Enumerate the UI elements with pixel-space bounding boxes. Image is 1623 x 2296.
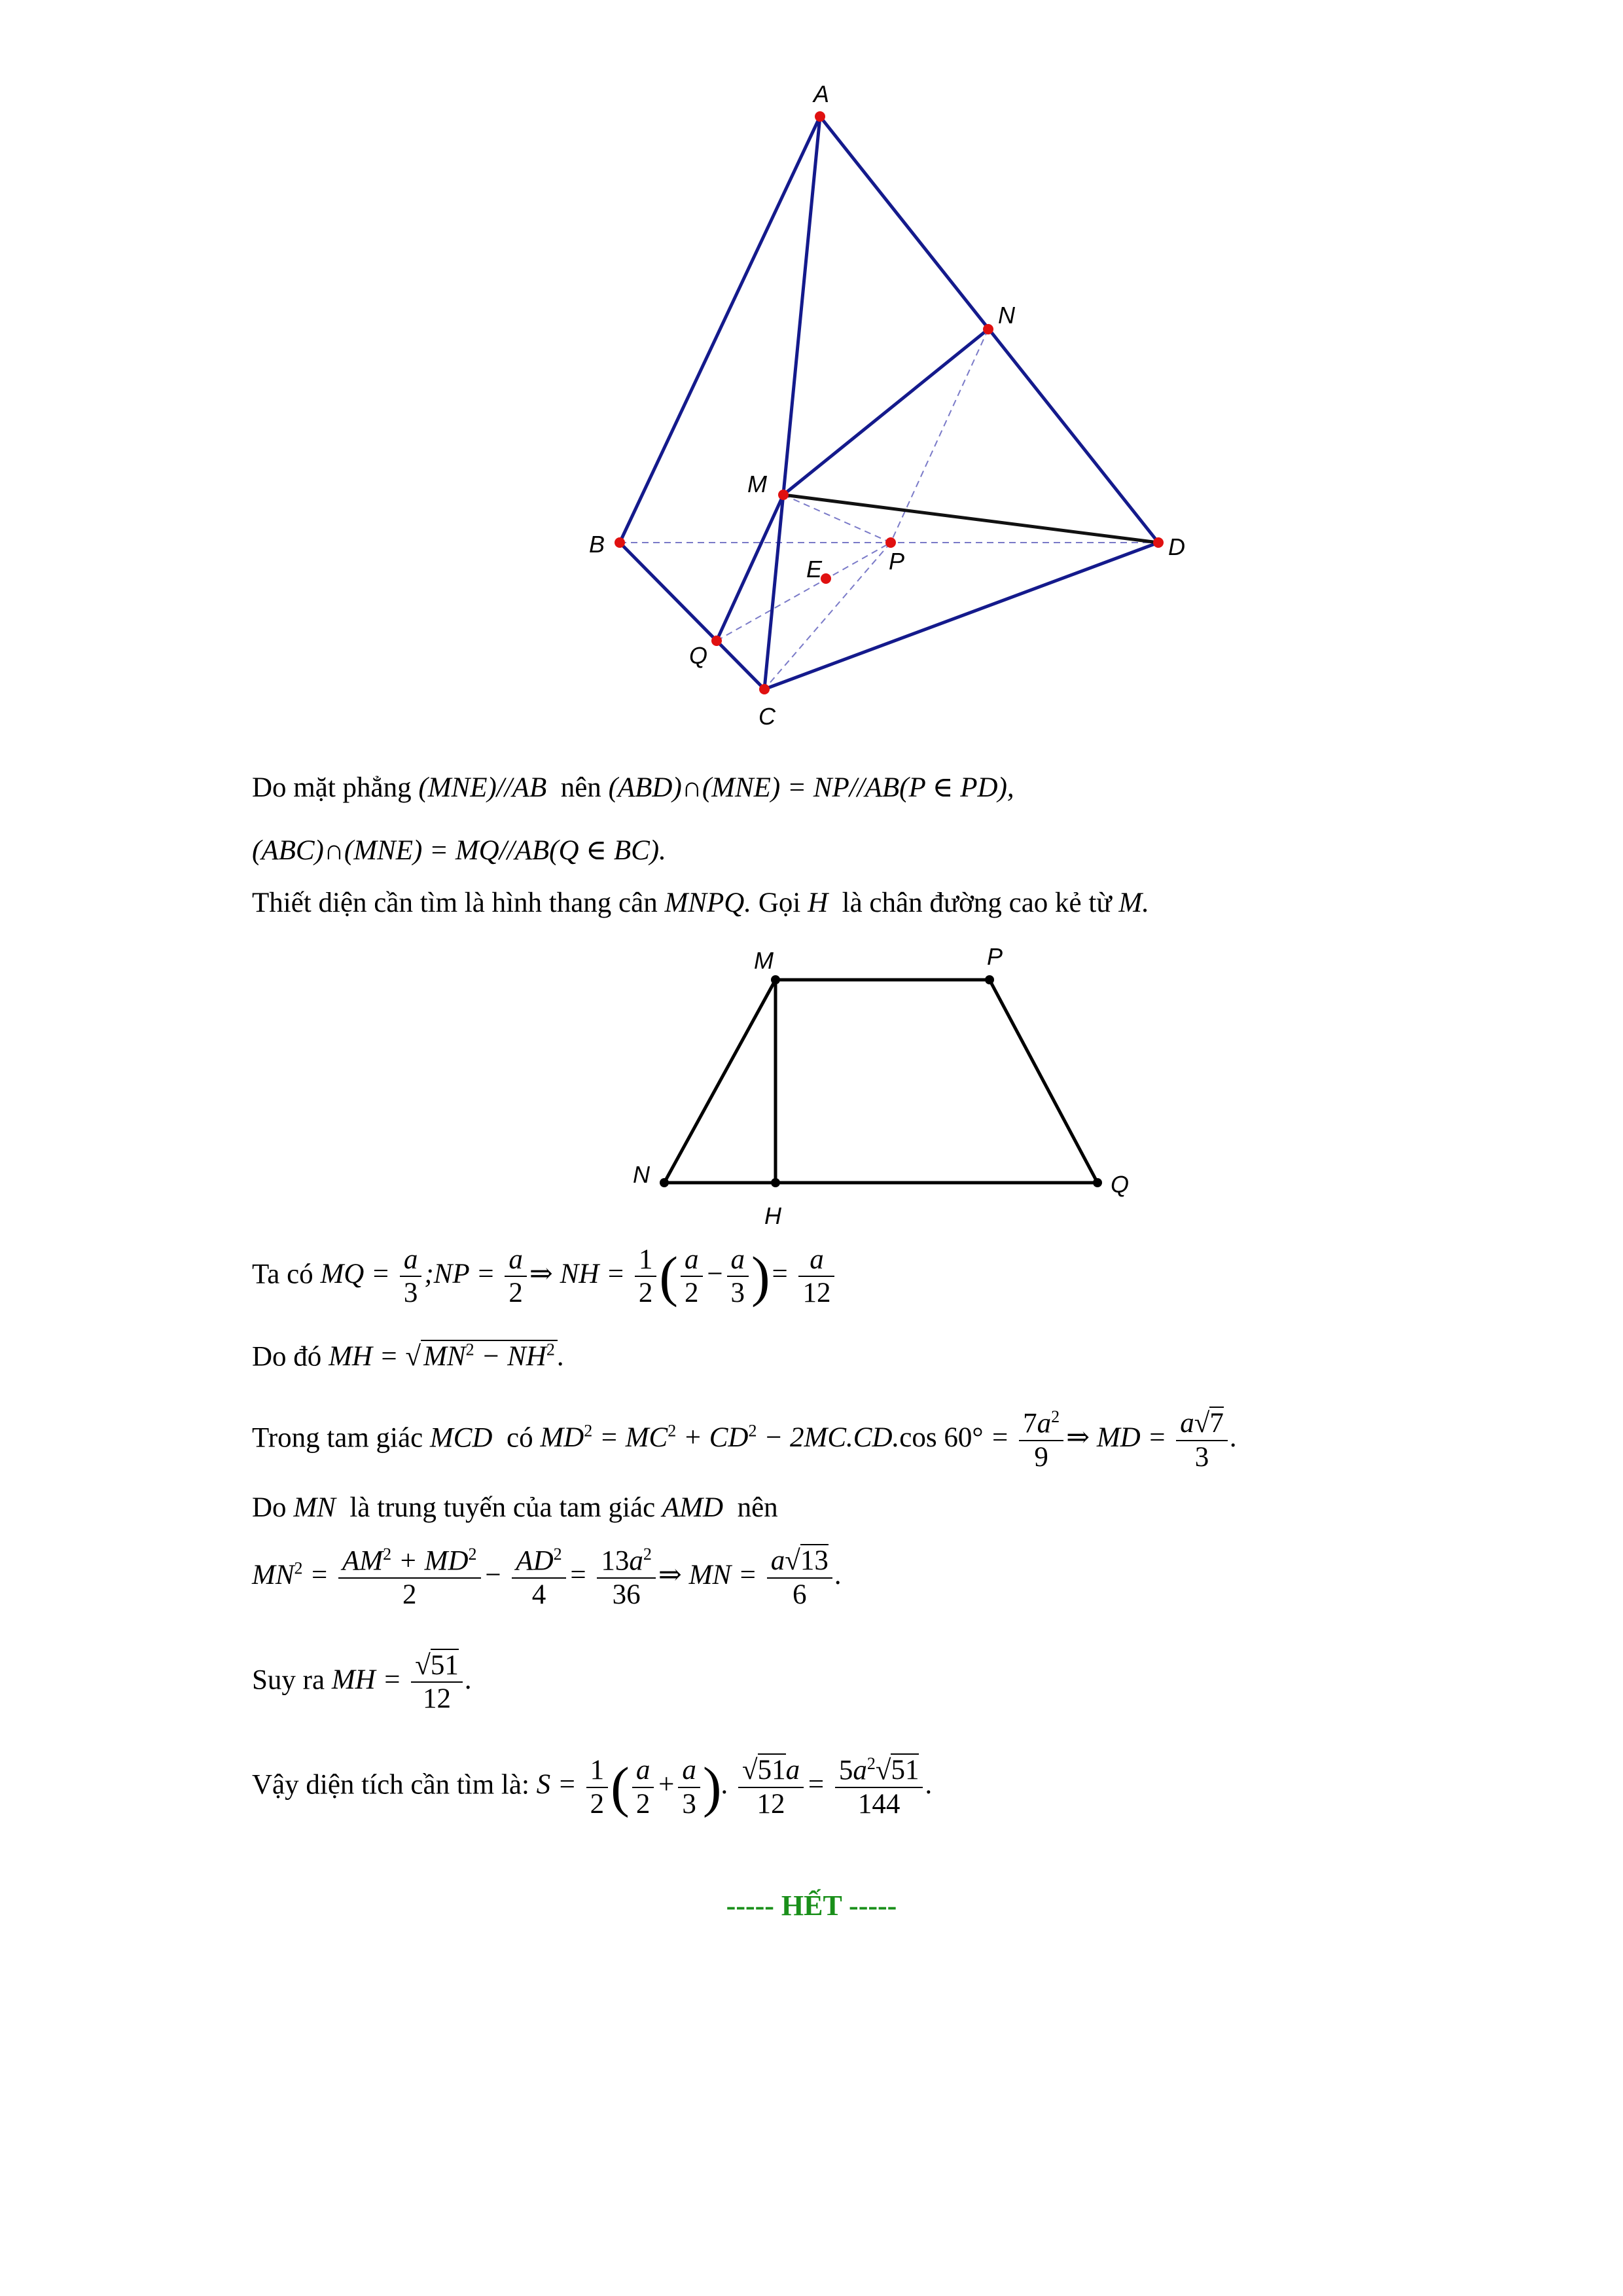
point-d — [1153, 537, 1164, 548]
math-abd-mne: (ABD)∩(MNE) = NP//AB(P ∈ PD), — [608, 772, 1014, 803]
line-9 — [252, 1649, 473, 1715]
math-amd: AMD — [662, 1492, 724, 1523]
point-h2 — [771, 1178, 780, 1187]
edge-cd — [764, 543, 1158, 689]
math-area: S = $\frac{1}{2}$ ( $\frac{a}{2}$ + $\frac{a}{3}$ ). $\frac{√51a}{12}$ = $\frac{5a^2√51}{144}$ . — [536, 1754, 933, 1820]
label-n2: N — [633, 1161, 650, 1188]
math-mq-np-nh: MQ = $\frac{a}{3}$ ;NP = $\frac{a}{2}$ ⇒ NH = $\frac{1}{2}$ ( $\frac{a}{2}$ − $\frac{a}{3}$ )= $\frac{a}{12}$ — [320, 1259, 837, 1289]
line-4 — [252, 1244, 837, 1310]
label-b: B — [589, 531, 605, 558]
line-6 — [252, 1407, 1238, 1473]
text-do-do: Do đó — [252, 1341, 322, 1372]
point-p — [885, 537, 896, 548]
text-suy-ra: Suy ra — [252, 1664, 325, 1696]
text-co: có — [506, 1422, 533, 1454]
point-q2 — [1093, 1178, 1102, 1187]
math-h: H — [808, 888, 829, 918]
end-marker: ----- HẾT ----- — [726, 1890, 897, 1922]
text-do: Do — [252, 1492, 287, 1523]
label-q2: Q — [1111, 1171, 1130, 1198]
line-5 — [252, 1342, 565, 1371]
text-goi: Gọi — [758, 888, 801, 918]
text-chan-duong-cao: là chân đường cao kẻ từ — [842, 888, 1112, 918]
text-do-mat-phang: Do mặt phẳng — [252, 772, 412, 803]
point-e — [821, 573, 831, 584]
math-mh-value: MH = $\frac{√51}{12}$ . — [331, 1650, 473, 1715]
text-trong-tam-giac: Trong tam giác — [252, 1422, 423, 1454]
line-8 — [252, 1545, 842, 1611]
label-e: E — [806, 556, 823, 583]
label-m: M — [747, 471, 767, 497]
line-3 — [252, 889, 1149, 917]
side-mn — [664, 980, 776, 1183]
point-a — [815, 111, 825, 122]
point-m2 — [771, 975, 780, 984]
label-n: N — [998, 302, 1015, 329]
math-mcd: MCD — [429, 1422, 493, 1454]
label-c: C — [758, 703, 776, 730]
point-m — [778, 490, 789, 500]
line-1 — [252, 774, 1014, 802]
label-p: P — [889, 548, 905, 575]
text-nen: nên — [560, 772, 601, 803]
math-mn: MN — [293, 1492, 336, 1523]
math-md-cos: $MD^2 = MC^2 + CD^2 - 2MC.CD.\cos$ 60° = $\frac{7a^2}{9}$ ⇒ MD = $\frac{a√7}{3}$ . — [540, 1407, 1238, 1473]
math-mh-sqrt: MH = $√MN^2 - NH^2$. — [329, 1340, 565, 1372]
line-md — [783, 495, 1158, 543]
line-mq — [717, 495, 783, 641]
text-ta-co: Ta có — [252, 1259, 313, 1290]
tetrahedron-figure — [0, 0, 1623, 733]
point-q — [711, 636, 722, 646]
line-mn — [783, 329, 988, 495]
line-qp — [717, 543, 891, 641]
point-b — [615, 537, 625, 548]
text-trung-tuyen: là trung tuyến của tam giác — [349, 1492, 656, 1523]
point-p2 — [985, 975, 994, 984]
math-mnpq: MNPQ. — [664, 888, 752, 918]
point-n — [983, 324, 993, 334]
math-m: M. — [1118, 888, 1149, 918]
label-p2: P — [987, 943, 1003, 970]
edge-ac — [764, 117, 820, 689]
line-10 — [252, 1754, 933, 1820]
label-q: Q — [689, 642, 708, 669]
label-d: D — [1168, 533, 1185, 560]
line-2 — [252, 836, 666, 865]
math-mne-ab: (MNE)//AB — [418, 772, 547, 803]
label-h2: H — [764, 1202, 781, 1229]
text-nen-2: nên — [737, 1492, 778, 1523]
side-pq — [990, 980, 1097, 1183]
text-thiet-dien: Thiết diện cần tìm là hình thang cân — [252, 888, 658, 918]
edge-ab — [620, 117, 820, 543]
math-abc-mne: (ABC)∩(MNE) = MQ//AB(Q ∈ BC). — [252, 835, 666, 866]
point-c — [759, 684, 770, 694]
math-mn-squared: $MN^2$ = $\frac{AM^2 + MD^2}{2}$ − $\frac{AD^2}{4}$ = $\frac{13a^2}{36}$ ⇒ MN = $\frac{a√13}{6}$ . — [252, 1545, 842, 1610]
label-m2: M — [754, 947, 774, 974]
text-vay-dien-tich: Vậy diện tích cần tìm là: — [252, 1769, 529, 1801]
point-n2 — [660, 1178, 669, 1187]
label-a: A — [813, 81, 830, 107]
line-7 — [252, 1494, 778, 1522]
